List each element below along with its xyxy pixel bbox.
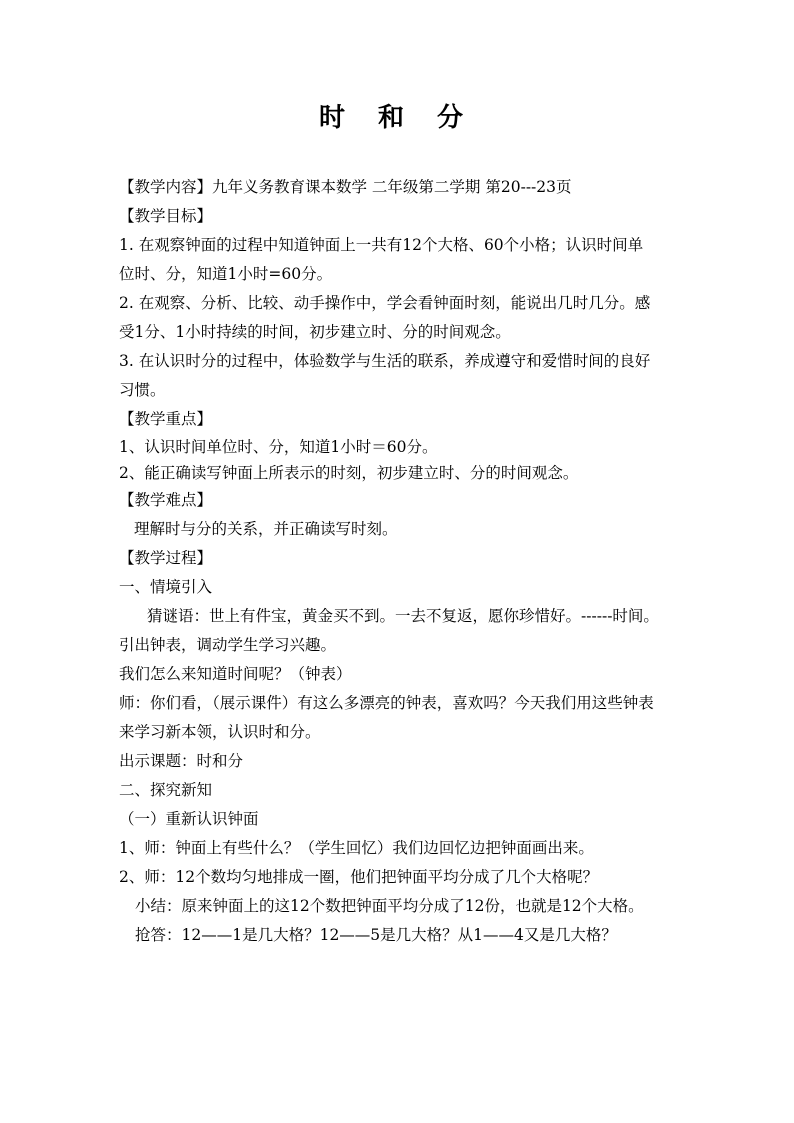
topic-line: 出示课题：时和分	[119, 752, 244, 770]
step-2-heading: 二、探究新知	[119, 781, 213, 799]
summary-line: 小结：原来钟面上的这12个数把钟面平均分成了12份，也就是12个大格。	[135, 897, 644, 915]
goal-3-line-1: 3. 在认识时分的过程中，体验数学与生活的联系，养成遵守和爱惜时间的良好	[119, 352, 651, 370]
goal-2-line-2: 受1分、1小时持续的时间，初步建立时、分的时间观念。	[119, 323, 511, 341]
activity-1: 1、师：钟面上有些什么？（学生回忆）我们边回忆边把钟面画出来。	[119, 839, 594, 857]
page-title: 时 和 分	[318, 103, 476, 133]
section-heading-key-points: 【教学重点】	[119, 410, 213, 428]
activity-2: 2、师：12个数均匀地排成一圈，他们把钟面平均分成了几个大格呢？	[119, 868, 599, 886]
goal-3-line-2: 习惯。	[119, 381, 166, 399]
step-1-heading: 一、情境引入	[119, 578, 213, 596]
section-heading-goals: 【教学目标】	[119, 207, 213, 225]
teaching-content-line: 【教学内容】九年义务教育课本数学 二年级第二学期 第20---23页	[119, 178, 572, 196]
section-heading-process: 【教学过程】	[119, 549, 213, 567]
quick-answer-line: 抢答：12——1是几大格？12——5是几大格？从1——4又是几大格？	[135, 926, 617, 944]
riddle-line: 猜谜语：世上有件宝，黄金买不到。一去不复返，愿你珍惜好。------时间。	[147, 607, 659, 625]
question-line: 我们怎么来知道时间呢？（钟表）	[119, 665, 352, 683]
section-heading-difficulties: 【教学难点】	[119, 491, 213, 509]
subsection-1-heading: （一）重新认识钟面	[119, 810, 259, 828]
goal-2-line-1: 2. 在观察、分析、比较、动手操作中，学会看钟面时刻，能说出几时几分。感	[119, 294, 651, 312]
teacher-line-1: 师：你们看，（展示课件）有这么多漂亮的钟表，喜欢吗？今天我们用这些钟表	[119, 694, 654, 712]
goal-1-line-1: 1. 在观察钟面的过程中知道钟面上一共有12个大格、60个小格；认识时间单	[119, 236, 644, 254]
key-point-2: 2、能正确读写钟面上所表示的时刻，初步建立时、分的时间观念。	[119, 464, 579, 482]
teacher-line-2: 来学习新本领，认识时和分。	[119, 723, 321, 741]
key-point-1: 1、认识时间单位时、分，知道1小时＝60分。	[119, 438, 438, 456]
riddle-followup: 引出钟表，调动学生学习兴趣。	[119, 636, 337, 654]
goal-1-line-2: 位时、分，知道1小时=60分。	[119, 265, 333, 283]
difficulty-text: 理解时与分的关系，并正确读写时刻。	[134, 520, 398, 538]
document-body	[119, 173, 689, 950]
